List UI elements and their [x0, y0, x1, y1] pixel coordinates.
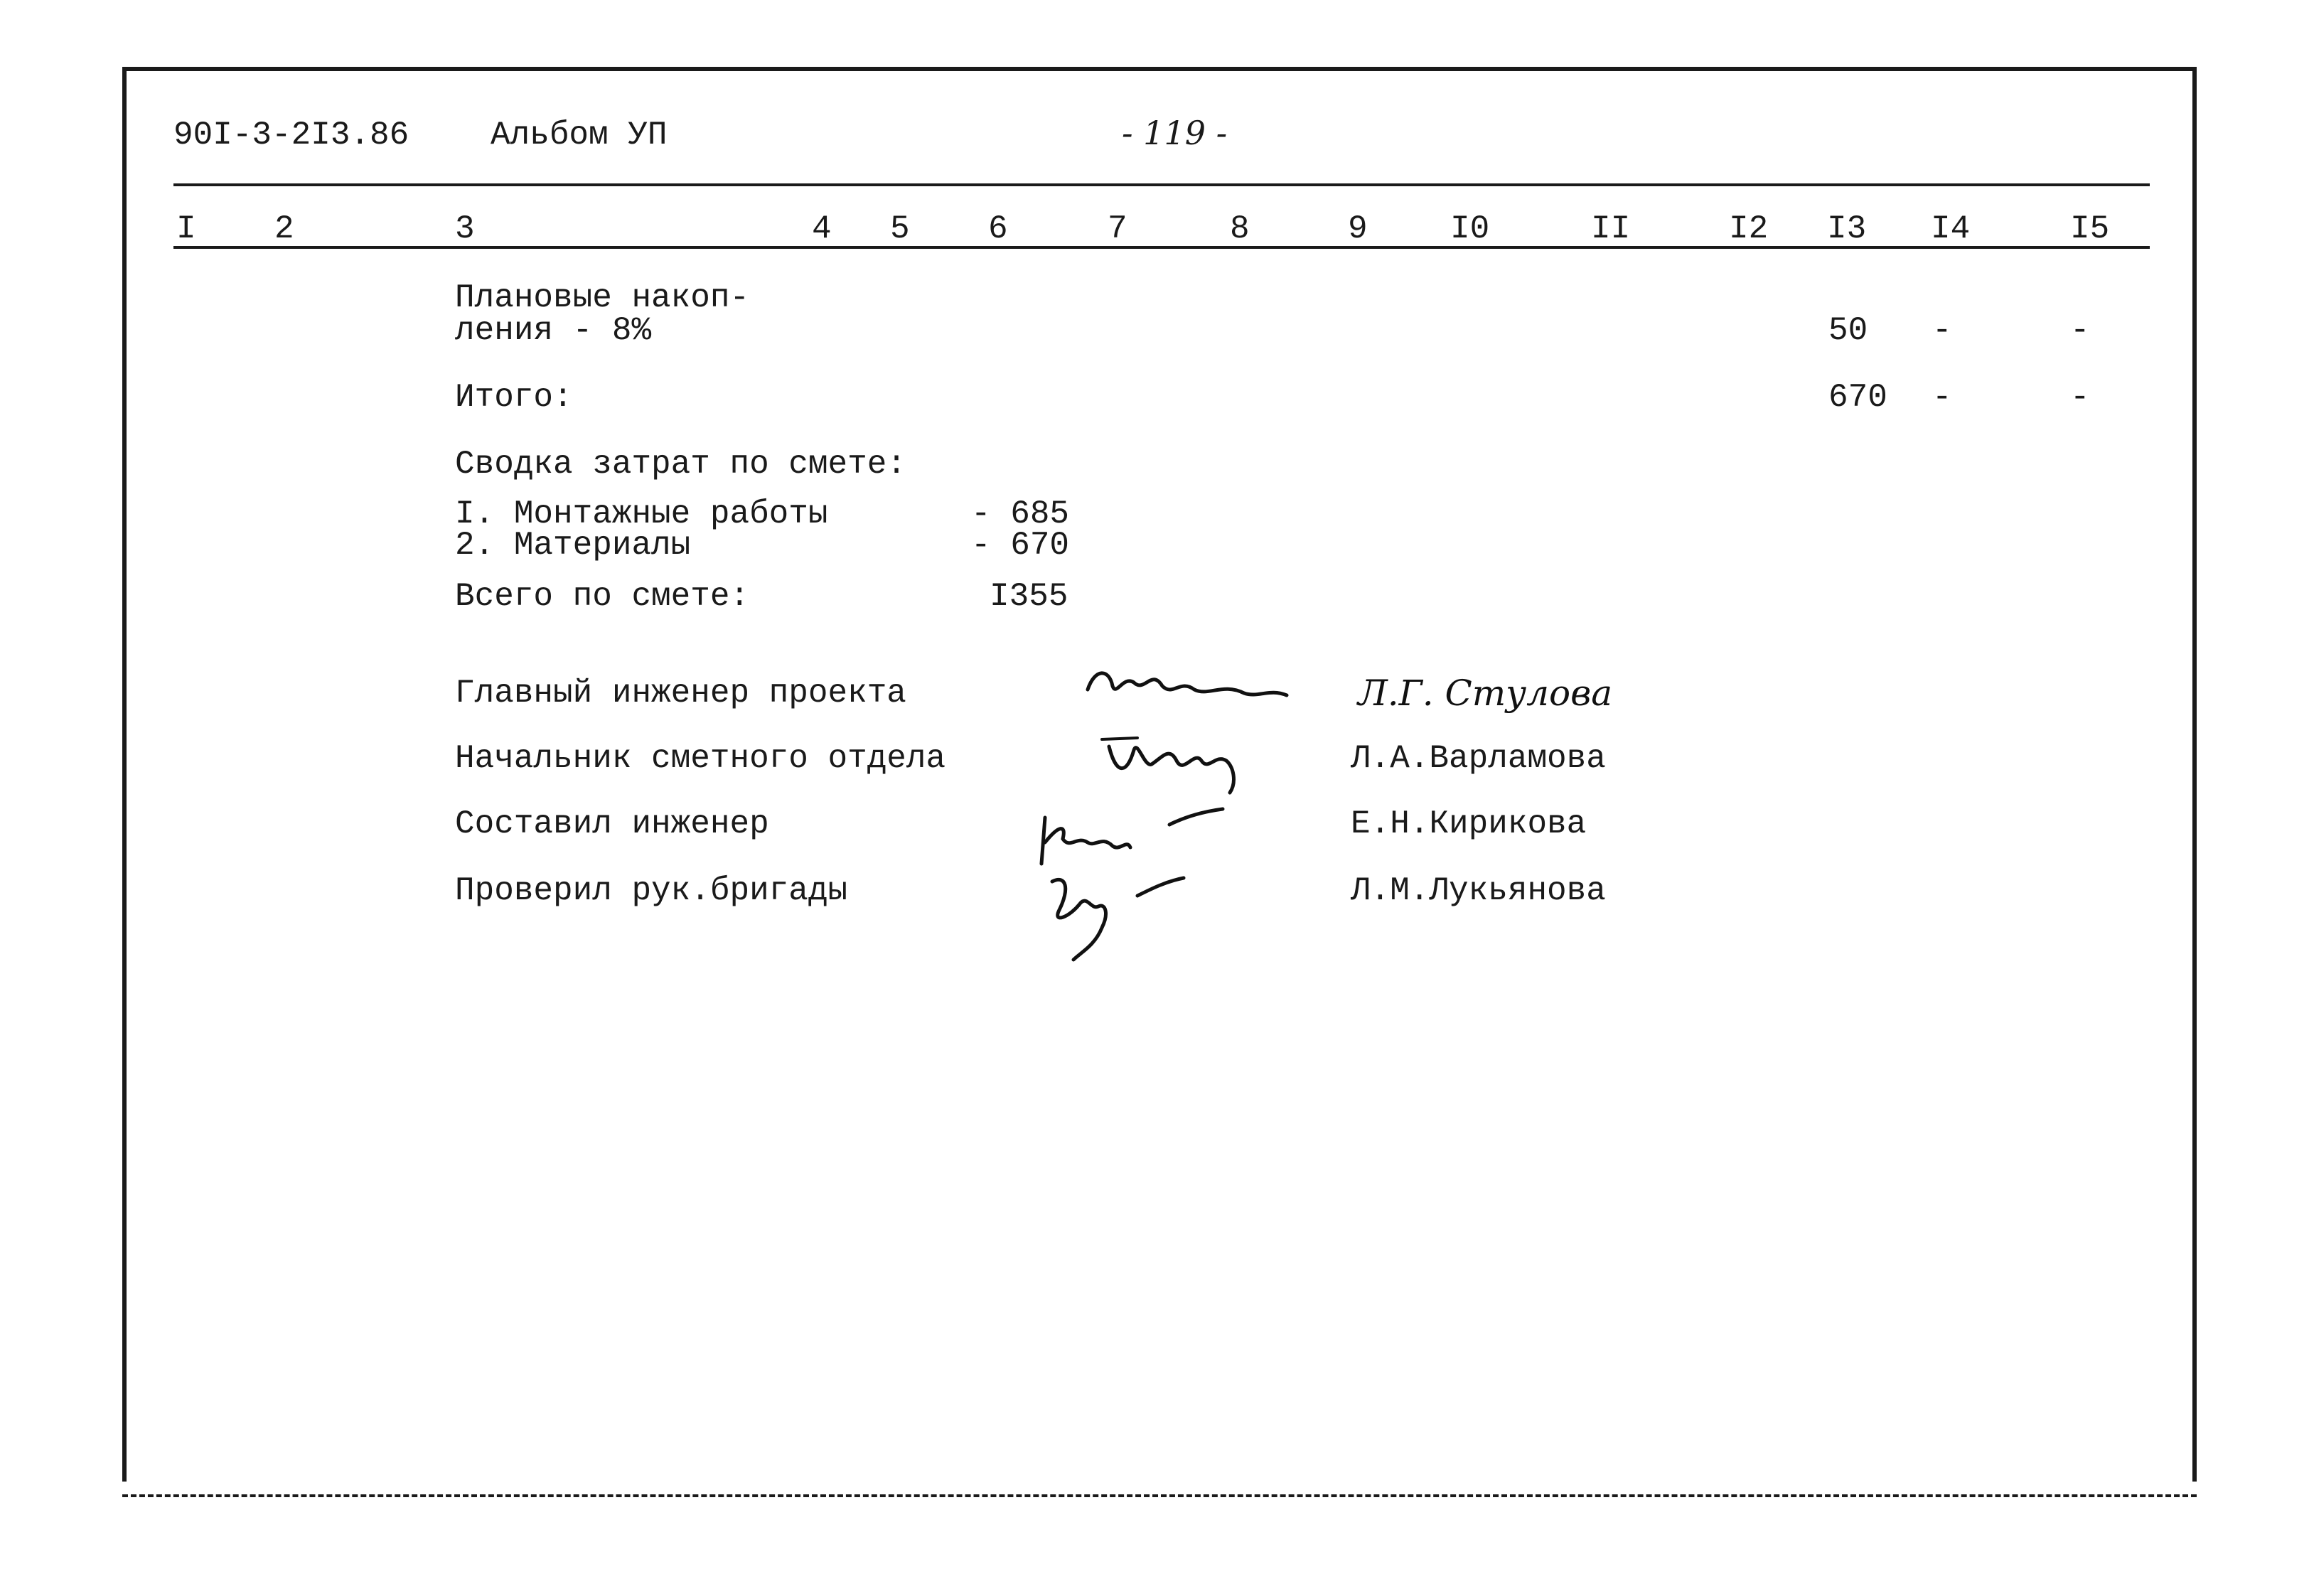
page-number: - 119 -	[1122, 114, 1228, 152]
doc-number: 90I-3-2I3.86	[173, 117, 409, 154]
page-frame-bottom	[122, 1494, 2197, 1497]
planned-col13: 50	[1828, 312, 1868, 349]
col-3: 3	[455, 210, 475, 247]
summary-item2-label: 2. Материалы	[455, 527, 691, 564]
col-6: 6	[988, 210, 1008, 247]
signature-name-checker: Л.М.Лукьянова	[1351, 872, 1606, 909]
planned-label-line1: Плановые накоп-	[455, 279, 750, 316]
signature-name-estimate-head: Л.А.Варламова	[1351, 740, 1606, 777]
col-15: I5	[2070, 210, 2110, 247]
signature-role-checker: Проверил рук.бригады	[455, 872, 848, 909]
col-8: 8	[1230, 210, 1250, 247]
planned-label-line2: ления - 8%	[455, 312, 652, 349]
col-10: I0	[1450, 210, 1490, 247]
col-7: 7	[1108, 210, 1127, 247]
signature-role-chief-engineer: Главный инженер проекта	[455, 675, 906, 712]
col-13: I3	[1827, 210, 1867, 247]
album-label: Альбом УП	[491, 117, 668, 154]
total-label: Итого:	[455, 379, 573, 416]
summary-grand-label: Всего по смете:	[455, 578, 750, 615]
summary-item1-label: I. Монтажные работы	[455, 496, 828, 532]
handwritten-signature-1	[1081, 654, 1294, 718]
total-col15: -	[2070, 379, 2090, 416]
col-14: I4	[1931, 210, 1971, 247]
handwritten-signature-2	[1095, 725, 1265, 803]
planned-col15: -	[2070, 312, 2090, 349]
col-11: II	[1591, 210, 1631, 247]
signature-role-compiler: Составил инженер	[455, 805, 769, 842]
total-col13: 670	[1828, 379, 1887, 416]
summary-title: Сводка затрат по смете:	[455, 446, 906, 483]
header-rule	[173, 183, 2150, 186]
total-col14: -	[1932, 379, 1952, 416]
col-4: 4	[812, 210, 832, 247]
signature-name-chief-engineer: Л.Г. Стулова	[1358, 673, 1613, 714]
summary-item1-value: - 685	[971, 496, 1070, 532]
col-12: I2	[1729, 210, 1769, 247]
column-rule	[173, 246, 2150, 249]
col-5: 5	[890, 210, 910, 247]
summary-item2-value: - 670	[971, 527, 1070, 564]
col-1: I	[176, 210, 196, 247]
signature-name-compiler: Е.Н.Кирикова	[1351, 805, 1587, 842]
handwritten-signature-4	[1031, 860, 1237, 967]
col-2: 2	[274, 210, 294, 247]
col-9: 9	[1348, 210, 1368, 247]
signature-role-estimate-head: Начальник сметного отдела	[455, 740, 946, 777]
planned-col14: -	[1932, 312, 1952, 349]
summary-grand-value: I355	[990, 578, 1068, 615]
